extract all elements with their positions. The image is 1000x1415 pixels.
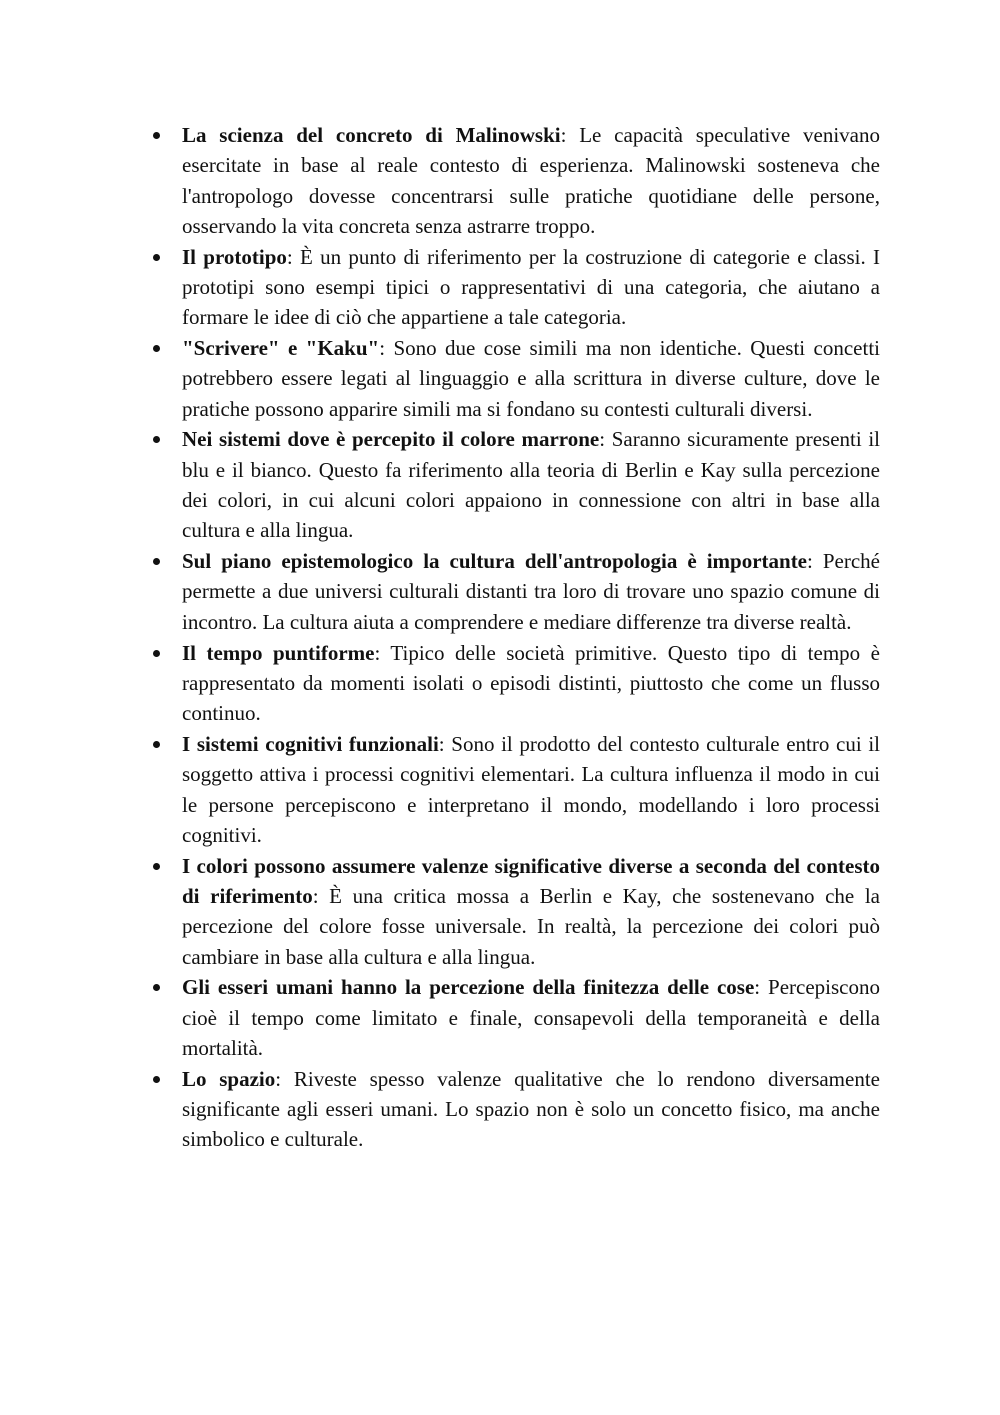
bullet-icon [151, 851, 163, 881]
bullet-icon [151, 120, 163, 150]
item-term: I colori possono assumere valenze significative diverse a seconda del contesto di riferimento [182, 853, 880, 908]
item-text: : È un punto di riferimento per la costruzione di categorie e classi. I prototipi sono esempi tipici o rappresentativi di una categoria, che aiutano a formare le idee di ciò che appartiene a tale categoria. [182, 244, 880, 330]
bullet-icon [151, 638, 163, 668]
item-term: Sul piano epistemologico la cultura dell'antropologia è importante [182, 549, 808, 574]
bullet-icon [151, 972, 163, 1002]
item-text: : Le capacità speculative venivano esercitate in base al reale contesto di esperienza. Malinowski sosteneva che l'antropologo dovesse concentrarsi sulle pratiche quotidiane delle persone, osservando la vita concreta senza astrarre troppo. [182, 123, 880, 238]
item-text: : Percepiscono cioè il tempo come limitato e finale, consapevoli della temporaneità e della mortalità. [182, 975, 880, 1060]
list-item [140, 729, 880, 850]
item-text: : Sono il prodotto del contesto culturale entro cui il soggetto attiva i processi cognitivi elementari. La cultura influenza il modo in cui le persone percepiscono e interpretano il mondo, modellando i loro processi cognitivi. [182, 731, 880, 847]
item-term: "Scrivere" e "Kaku" [182, 336, 380, 361]
item-text: : Sono due cose simili ma non identiche. Questi concetti potrebbero essere legati al linguaggio e alla scrittura in diverse culture, dove le pratiche possono apparire simili ma si fondano su contesti culturali diversi. [182, 336, 880, 421]
bullet-list [140, 120, 880, 1155]
list-item [140, 333, 880, 424]
list-item [140, 120, 880, 241]
bullet-icon [151, 729, 163, 759]
item-text: : Riveste spesso valenze qualitative che lo rendono diversamente significante agli esseri umani. Lo spazio non è solo un concetto fisico, ma anche simbolico e culturale. [182, 1066, 880, 1152]
list-item [140, 638, 880, 729]
item-text: : È una critica mossa a Berlin e Kay, che sostenevano che la percezione del colore fosse universale. In realtà, la percezione dei colori può cambiare in base alla cultura e alla lingua. [182, 883, 881, 969]
bullet-icon [151, 546, 163, 576]
item-term: La scienza del concreto di Malinowski [182, 123, 561, 147]
item-term: Nei sistemi dove è percepito il colore marrone [182, 427, 600, 452]
list-item [140, 242, 880, 333]
item-term: Il prototipo [182, 244, 287, 269]
item-term: Il tempo puntiforme [182, 640, 375, 665]
list-item [140, 851, 880, 972]
bullet-icon [151, 1064, 163, 1094]
bullet-icon [151, 424, 163, 454]
item-term: Lo spazio [182, 1066, 276, 1091]
item-term: I sistemi cognitivi funzionali [182, 731, 439, 756]
bullet-icon [151, 333, 163, 363]
list-item [140, 1064, 880, 1155]
list-item [140, 972, 880, 1063]
bullet-icon [151, 242, 163, 272]
item-text: : Tipico delle società primitive. Questo tipo di tempo è rappresentato da momenti isolati o episodi distinti, piuttosto che come un flusso continuo. [182, 640, 880, 726]
list-item [140, 546, 880, 637]
list-item [140, 424, 880, 545]
item-term: Gli esseri umani hanno la percezione della finitezza delle cose [182, 975, 755, 1000]
item-text: : Saranno sicuramente presenti il blu e il bianco. Questo fa riferimento alla teoria di Berlin e Kay sulla percezione dei colori, in cui alcuni colori appaiono in connessione con altri in base alla cultura e alla lingua. [182, 427, 880, 543]
item-text: : Perché permette a due universi culturali distanti tra loro di trovare uno spazio comune di incontro. La cultura aiuta a comprendere e mediare differenze tra diverse realtà. [182, 549, 880, 634]
